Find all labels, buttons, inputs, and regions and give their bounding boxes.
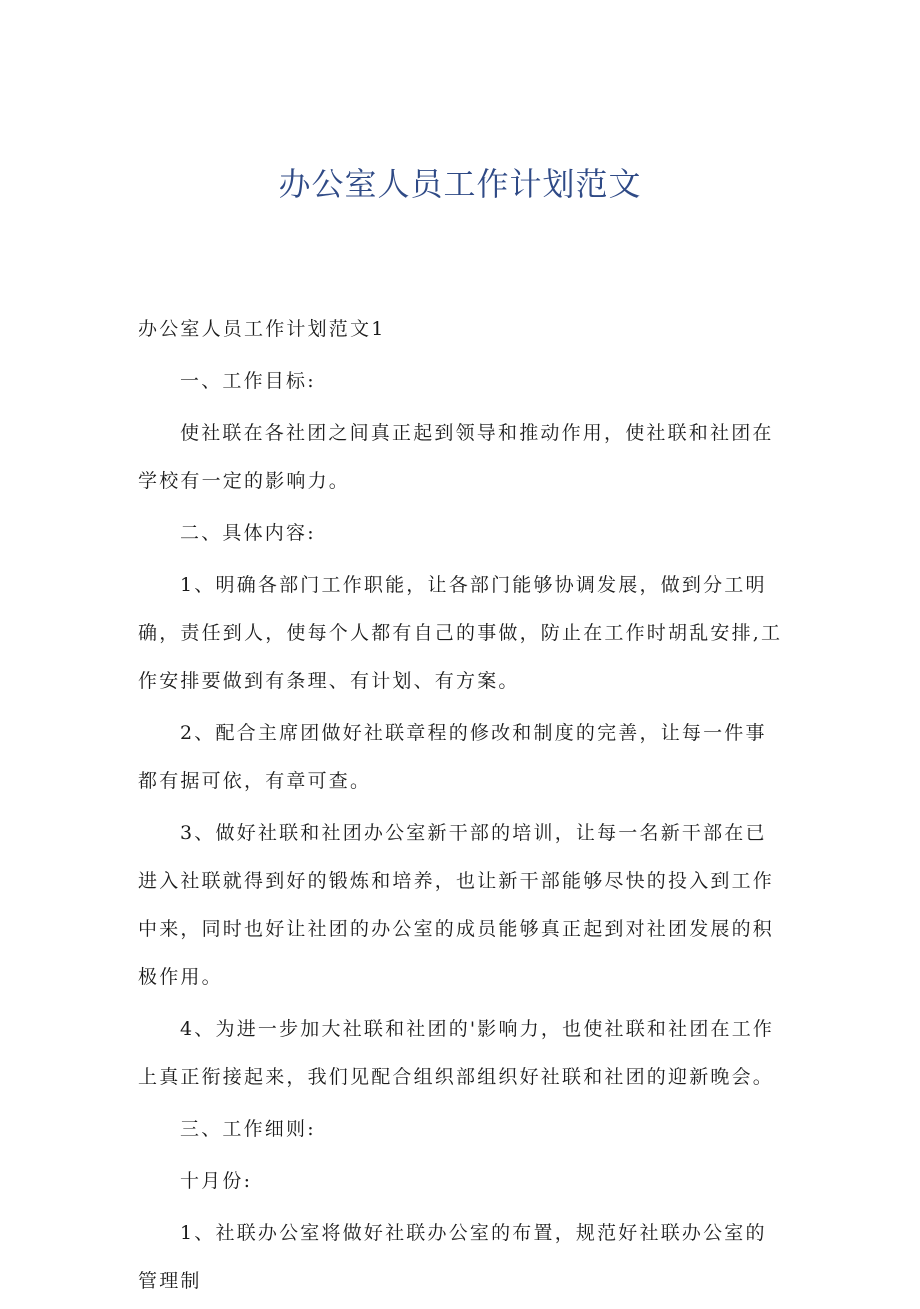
document-title: 办公室人员工作计划范文 (278, 165, 642, 203)
paragraph-item-2: 2、配合主席团做好社联章程的修改和制度的完善，让每一件事都有据可依，有章可查。 (138, 722, 767, 792)
paragraph-item-3: 3、做好社联和社团办公室新干部的培训，让每一名新干部在已进入社联就得到好的锻炼和培养，也让新干部能够尽快的投入到工作中来，同时也好让社团的办公室的成员能够真正起到对社团发展的积极作用。 (138, 822, 775, 988)
paragraph-item-1: 1、明确各部门工作职能，让各部门能够协调发展，做到分工明确，责任到人，使每个人都有自己的事做，防止在工作时胡乱安排,工作安排要做到有条理、有计划、有方案。 (138, 574, 783, 692)
paragraph-rules-heading: 三、工作细则: (180, 1118, 316, 1140)
paragraph-october: 十月份: (180, 1170, 253, 1192)
paragraph-october-item-1: 1、社联办公室将做好社联办公室的布置，规范好社联办公室的管理制 (138, 1222, 767, 1292)
paragraph-goal-text: 使社联在各社团之间真正起到领导和推动作用，使社联和社团在学校有一定的影响力。 (138, 422, 774, 492)
paragraph-content-heading: 二、具体内容: (180, 522, 316, 544)
document-body (138, 305, 786, 1309)
paragraph-item-4: 4、为进一步加大社联和社团的'影响力，也使社联和社团在工作上真正衔接起来，我们见配合组织部组织好社联和社团的迎新晚会。 (138, 1018, 775, 1088)
section-subtitle: 办公室人员工作计划范文1 (138, 318, 386, 340)
paragraph-goal-heading: 一、工作目标: (180, 370, 316, 392)
